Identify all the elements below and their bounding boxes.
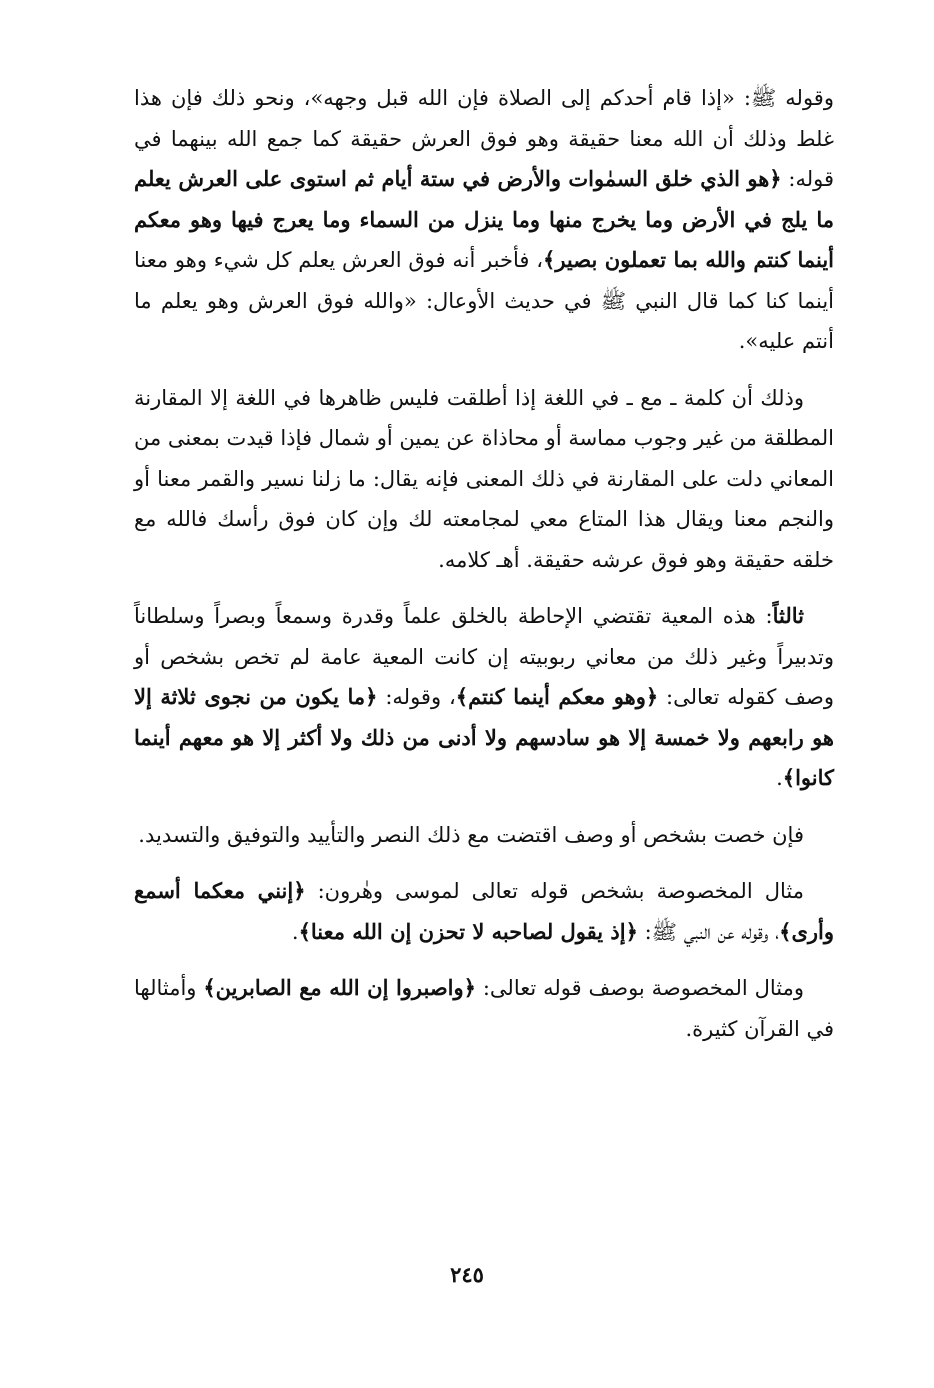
paragraph-6 bbox=[134, 968, 834, 1049]
paragraph-3-text: : هذه المعية تقتضي الإحاطة بالخلق علماً وقدرة وسمعاً وبصراً وسلطاناً وتدبيراً وغير ذلك من معاني ربوبيته إن كانت المعية عامة لم تخص بشخص أو وصف كقوله تعالى: bbox=[134, 604, 835, 709]
paragraph-1-text: وقوله ﷺ: «إذا قام أحدكم إلى الصلاة فإن الله قبل وجهه»، ونحو ذلك فإن هذا غلط وذلك أن الله معنا حقيقة وهو فوق العرش حقيقة كما جمع الله بينهما في قوله: bbox=[134, 86, 834, 191]
quran-quote: ﴿وهو معكم أينما كنتم﴾ bbox=[455, 684, 659, 709]
paragraph-6-text: ومثال المخصوصة بوصف قوله تعالى: bbox=[475, 976, 804, 1000]
paragraph-5 bbox=[134, 871, 834, 952]
paragraph-4-text: فإن خصت بشخص أو وصف اقتضت مع ذلك النصر والتأييد والتوفيق والتسديد. bbox=[138, 822, 804, 847]
paragraph-3-text: ، وقوله: bbox=[377, 685, 456, 709]
paragraph-3-text: . bbox=[776, 766, 783, 790]
quran-quote: ﴿واصبروا إن الله مع الصابرين﴾ bbox=[203, 975, 476, 1000]
paragraph-5-text: ، وقوله عن النبي ﷺ: bbox=[637, 919, 780, 944]
paragraph-2 bbox=[134, 378, 834, 581]
paragraph-6-text: وأمثالها في القرآن كثيرة. bbox=[134, 976, 834, 1041]
paragraph-5-text: . bbox=[291, 919, 299, 944]
quran-quote: ﴿هو الذي خلق السمٰوات والأرض في ستة أيام ثم استوى على العرش يعلم ما يلج في الأرض وما يخرج منها وما ينزل من السماء وما يعرج فيها وهو معكم أينما كنتم والله بما تعملون بصير﴾ bbox=[134, 166, 835, 272]
quran-quote: ﴿إنني معكما أسمع وأرى﴾ bbox=[134, 878, 834, 944]
paragraph-5-text: مثال المخصوصة بشخص قوله تعالى لموسى وهٰرون: bbox=[305, 879, 804, 903]
page-body-text bbox=[134, 78, 834, 1065]
quran-quote: ﴿إذ يقول لصاحبه لا تحزن إن الله معنا﴾ bbox=[298, 918, 638, 944]
paragraph-3 bbox=[134, 596, 834, 799]
paragraph-1 bbox=[134, 78, 834, 362]
page-number: ٢٤٥ bbox=[450, 1262, 484, 1287]
section-heading-thalithan: ثالثاً bbox=[772, 603, 804, 628]
paragraph-2-text: وذلك أن كلمة ـ مع ـ في اللغة إذا أطلقت فليس ظاهرها في اللغة إلا المقارنة المطلقة من غير وجوب مماسة أو محاذاة عن يمين أو شمال فإذا قيدت بمعنى من المعاني دلت على المقارنة في ذلك المعنى فإنه يقال: ما زلنا نسير والقمر معنا أو والنجم معنا ويقال هذا المتاع معي لمجامعته لك وإن كان فوق رأسك فالله مع خلقه حقيقة وهو فوق عرشه حقيقة. أهـ كلامه. bbox=[134, 385, 834, 572]
paragraph-1-text: ، فأخبر أنه فوق العرش يعلم كل شيء وهو معنا أينما كنا كما قال النبي ﷺ في حديث الأوعال: «والله فوق العرش وهو يعلم ما أنتم عليه». bbox=[134, 248, 834, 353]
quran-quote: ﴿ما يكون من نجوى ثلاثة إلا هو رابعهم ولا خمسة إلا هو سادسهم ولا أدنى من ذلك ولا أكثر إلا هو معهم أينما كانوا﴾ bbox=[134, 684, 834, 790]
paragraph-4 bbox=[134, 815, 834, 856]
